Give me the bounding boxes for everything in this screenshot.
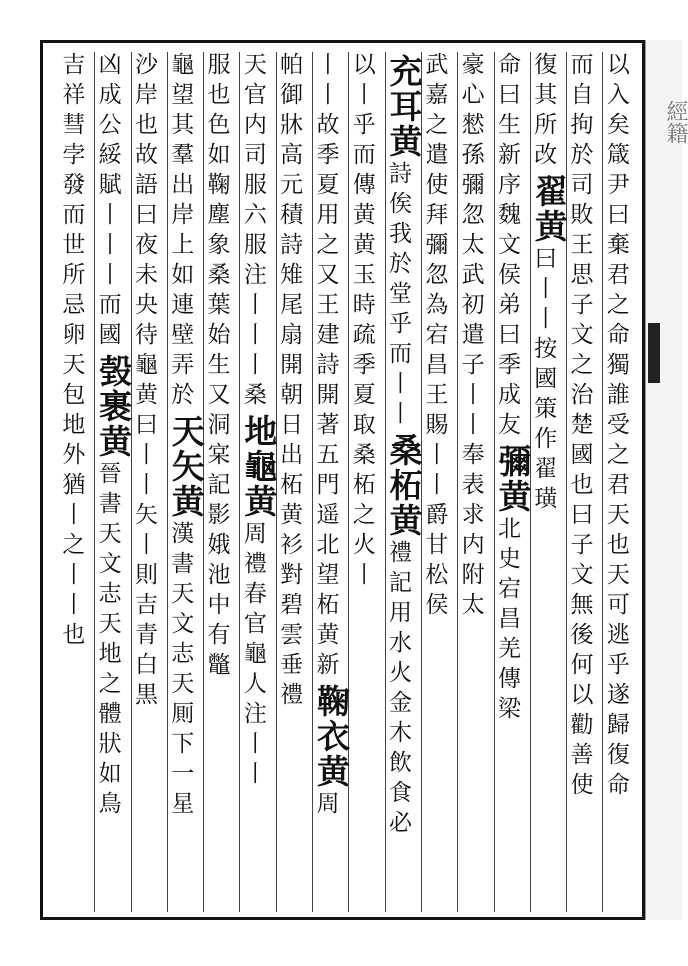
text-line: 時疏季夏取桑柘之火丨: [348, 292, 375, 592]
text-column-10: [277, 52, 313, 912]
edge-tab-mark: [648, 323, 660, 383]
text-column-4: [495, 52, 531, 912]
text-line: 禮: [276, 682, 303, 712]
headword: 翟黄: [529, 174, 569, 244]
text-column-8: [350, 52, 386, 912]
headword: 桑柘黄: [384, 433, 424, 538]
headword: 天矢黄: [166, 414, 206, 519]
text-column-2: [567, 52, 603, 912]
text-column-7: [386, 52, 422, 912]
headword: 鞠衣黄: [311, 684, 351, 789]
text-line: 卵天包地外猶丨之丨丨也: [58, 322, 85, 652]
text-column-9: [313, 52, 349, 912]
text-line: 又洞宲記影娥池中有鼈: [203, 382, 230, 682]
text-line: 詩俟我於堂乎而丨丨: [385, 161, 412, 431]
text-column-11: [241, 52, 277, 912]
text-line: 帕御牀高元積詩雉尾扇開朝日出柘黄衫對碧雲垂: [276, 52, 303, 682]
text-line: 龜望其羣出岸上如連壁弄於: [167, 52, 194, 412]
text-line: 而自拘於司敗王思子文之治楚國也曰子文無後何以勸善使: [566, 52, 593, 802]
text-line: 以入矣箴尹曰棄君之命獨誰受之君天也天可逃乎遂歸復命: [602, 52, 629, 802]
text-column-1: [604, 52, 640, 912]
text-line: 武嘉之遣使拜彌忽為宕昌王賜丨丨爵甘松侯: [421, 52, 448, 622]
text-line: 豪心憖孫彌忽太武初遣子丨丨奉表求内附太: [457, 52, 484, 622]
text-column-12: [204, 52, 240, 912]
edge-text: 經籍: [663, 100, 688, 144]
headword: 㲄裹黄: [94, 354, 134, 459]
text-line: 天官内司服六服注丨丨丨桑: [239, 52, 266, 412]
text-line: 凶成公綏賦丨丨丨而國: [94, 52, 121, 352]
text-line: 漢書天文志天厠下一星: [167, 521, 194, 821]
text-line: 周禮春官龜人注丨丨: [239, 521, 266, 791]
text-line: 以丨乎而傳黄黄玉: [348, 52, 375, 292]
text-line: 沙岸也故語曰夜未央待龜黄: [130, 52, 157, 412]
text-column-13: [168, 52, 204, 912]
text-line: 北史宕昌羌傳梁: [493, 516, 520, 726]
text-column-14: [132, 52, 168, 912]
text-column-15: [96, 52, 132, 912]
text-line: 周: [312, 791, 339, 821]
text-column-16: [59, 52, 95, 912]
text-column-6: [422, 52, 458, 912]
text-line: 命曰生: [493, 52, 520, 142]
text-line: 晉書天文志天地之體狀如鳥: [94, 461, 121, 821]
text-line: 曰丨丨矢丨則吉青白黒: [130, 412, 157, 712]
text-line: 禮記用水火金木飲食必: [385, 540, 412, 840]
text-line: 服也色如鞠塵象桑葉始生: [203, 52, 230, 382]
text-line: 丨丨故季夏用之又王建詩開著五門遥北望柘黄新: [312, 52, 339, 682]
text-line: 曰丨丨按國策作翟璜: [530, 246, 557, 516]
text-line: 新序魏文侯弟曰季成友: [493, 142, 520, 442]
text-column-3: [531, 52, 567, 912]
headword: 彌黄: [493, 444, 533, 514]
text-column-5: [459, 52, 495, 912]
headword: 充耳黄: [384, 54, 424, 159]
text-line: 復其所改: [530, 52, 557, 172]
page-edge-fold: [645, 40, 688, 920]
headword: 地龜黄: [239, 414, 279, 519]
text-line: 吉祥彗孛發而世所忌: [58, 52, 85, 322]
